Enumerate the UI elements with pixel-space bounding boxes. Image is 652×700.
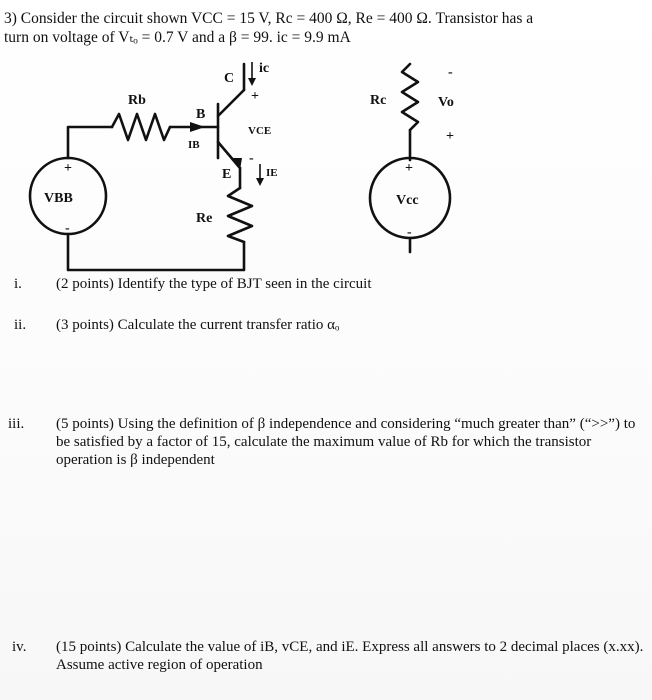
vcc-plus-sign: + <box>405 161 413 176</box>
label-vcc: Vcc <box>396 193 419 208</box>
vcc-minus-sign: - <box>407 225 412 240</box>
vbb-minus-sign: - <box>65 221 70 236</box>
ie-arrow <box>256 178 264 186</box>
question-text: (3 points) Calculate the current transfer ratio αₒ <box>56 317 340 333</box>
question-number: i. <box>14 276 22 292</box>
question-text: (2 points) Identify the type of BJT seen in the circuit <box>56 276 372 292</box>
circuit-diagram <box>0 0 652 280</box>
label-ie: IE <box>266 167 278 179</box>
label-vbb: VBB <box>44 191 73 206</box>
label-ic: ic <box>259 61 270 76</box>
label-vce: VCE <box>248 125 272 137</box>
vo-minus-sign: - <box>448 65 453 80</box>
question-number: iii. <box>8 416 25 432</box>
label-c: C <box>224 71 235 86</box>
label-vo: Vo <box>438 95 454 110</box>
label-rc: Rc <box>370 93 387 108</box>
rb-resistor <box>112 114 170 140</box>
rc-resistor <box>402 64 418 130</box>
problem-statement-line-1: 3) Consider the circuit shown VCC = 15 V, Rc = 400 Ω, Re = 400 Ω. Transistor has a <box>4 10 534 27</box>
label-ib: IB <box>188 139 200 151</box>
emitter-arrow <box>230 158 242 170</box>
vce-plus-sign: + <box>251 89 259 104</box>
label-re: Re <box>196 211 213 226</box>
question-number: iv. <box>12 639 27 655</box>
question-text: (5 points) Using the definition of β independence and considering “much greater than” (“>>”) to be satisfied by a factor of 15, calculate the maximum value of Rb for which the transistor operation is β independent <box>56 416 636 468</box>
ib-arrow <box>190 122 205 132</box>
vbb-plus-sign: + <box>64 161 72 176</box>
label-e: E <box>222 167 232 182</box>
question-text: (15 points) Calculate the value of iB, vCE, and iE. Express all answers to 2 decimal places (x.xx). Assume active region of operation <box>56 639 644 673</box>
vo-plus-sign: + <box>446 129 454 144</box>
ic-arrow <box>248 78 256 86</box>
vce-minus-sign: - <box>249 151 254 166</box>
re-resistor <box>228 188 252 242</box>
question-number: ii. <box>14 317 27 333</box>
collector-lead <box>218 90 244 116</box>
bottom-wire <box>68 234 244 270</box>
problem-statement-line-2: turn on voltage of Vₜₒ = 0.7 V and a β = 99. ic = 9.9 mA <box>4 29 351 46</box>
label-b: B <box>196 107 206 122</box>
vbb-top-wire <box>68 127 112 158</box>
label-rb: Rb <box>128 93 146 108</box>
